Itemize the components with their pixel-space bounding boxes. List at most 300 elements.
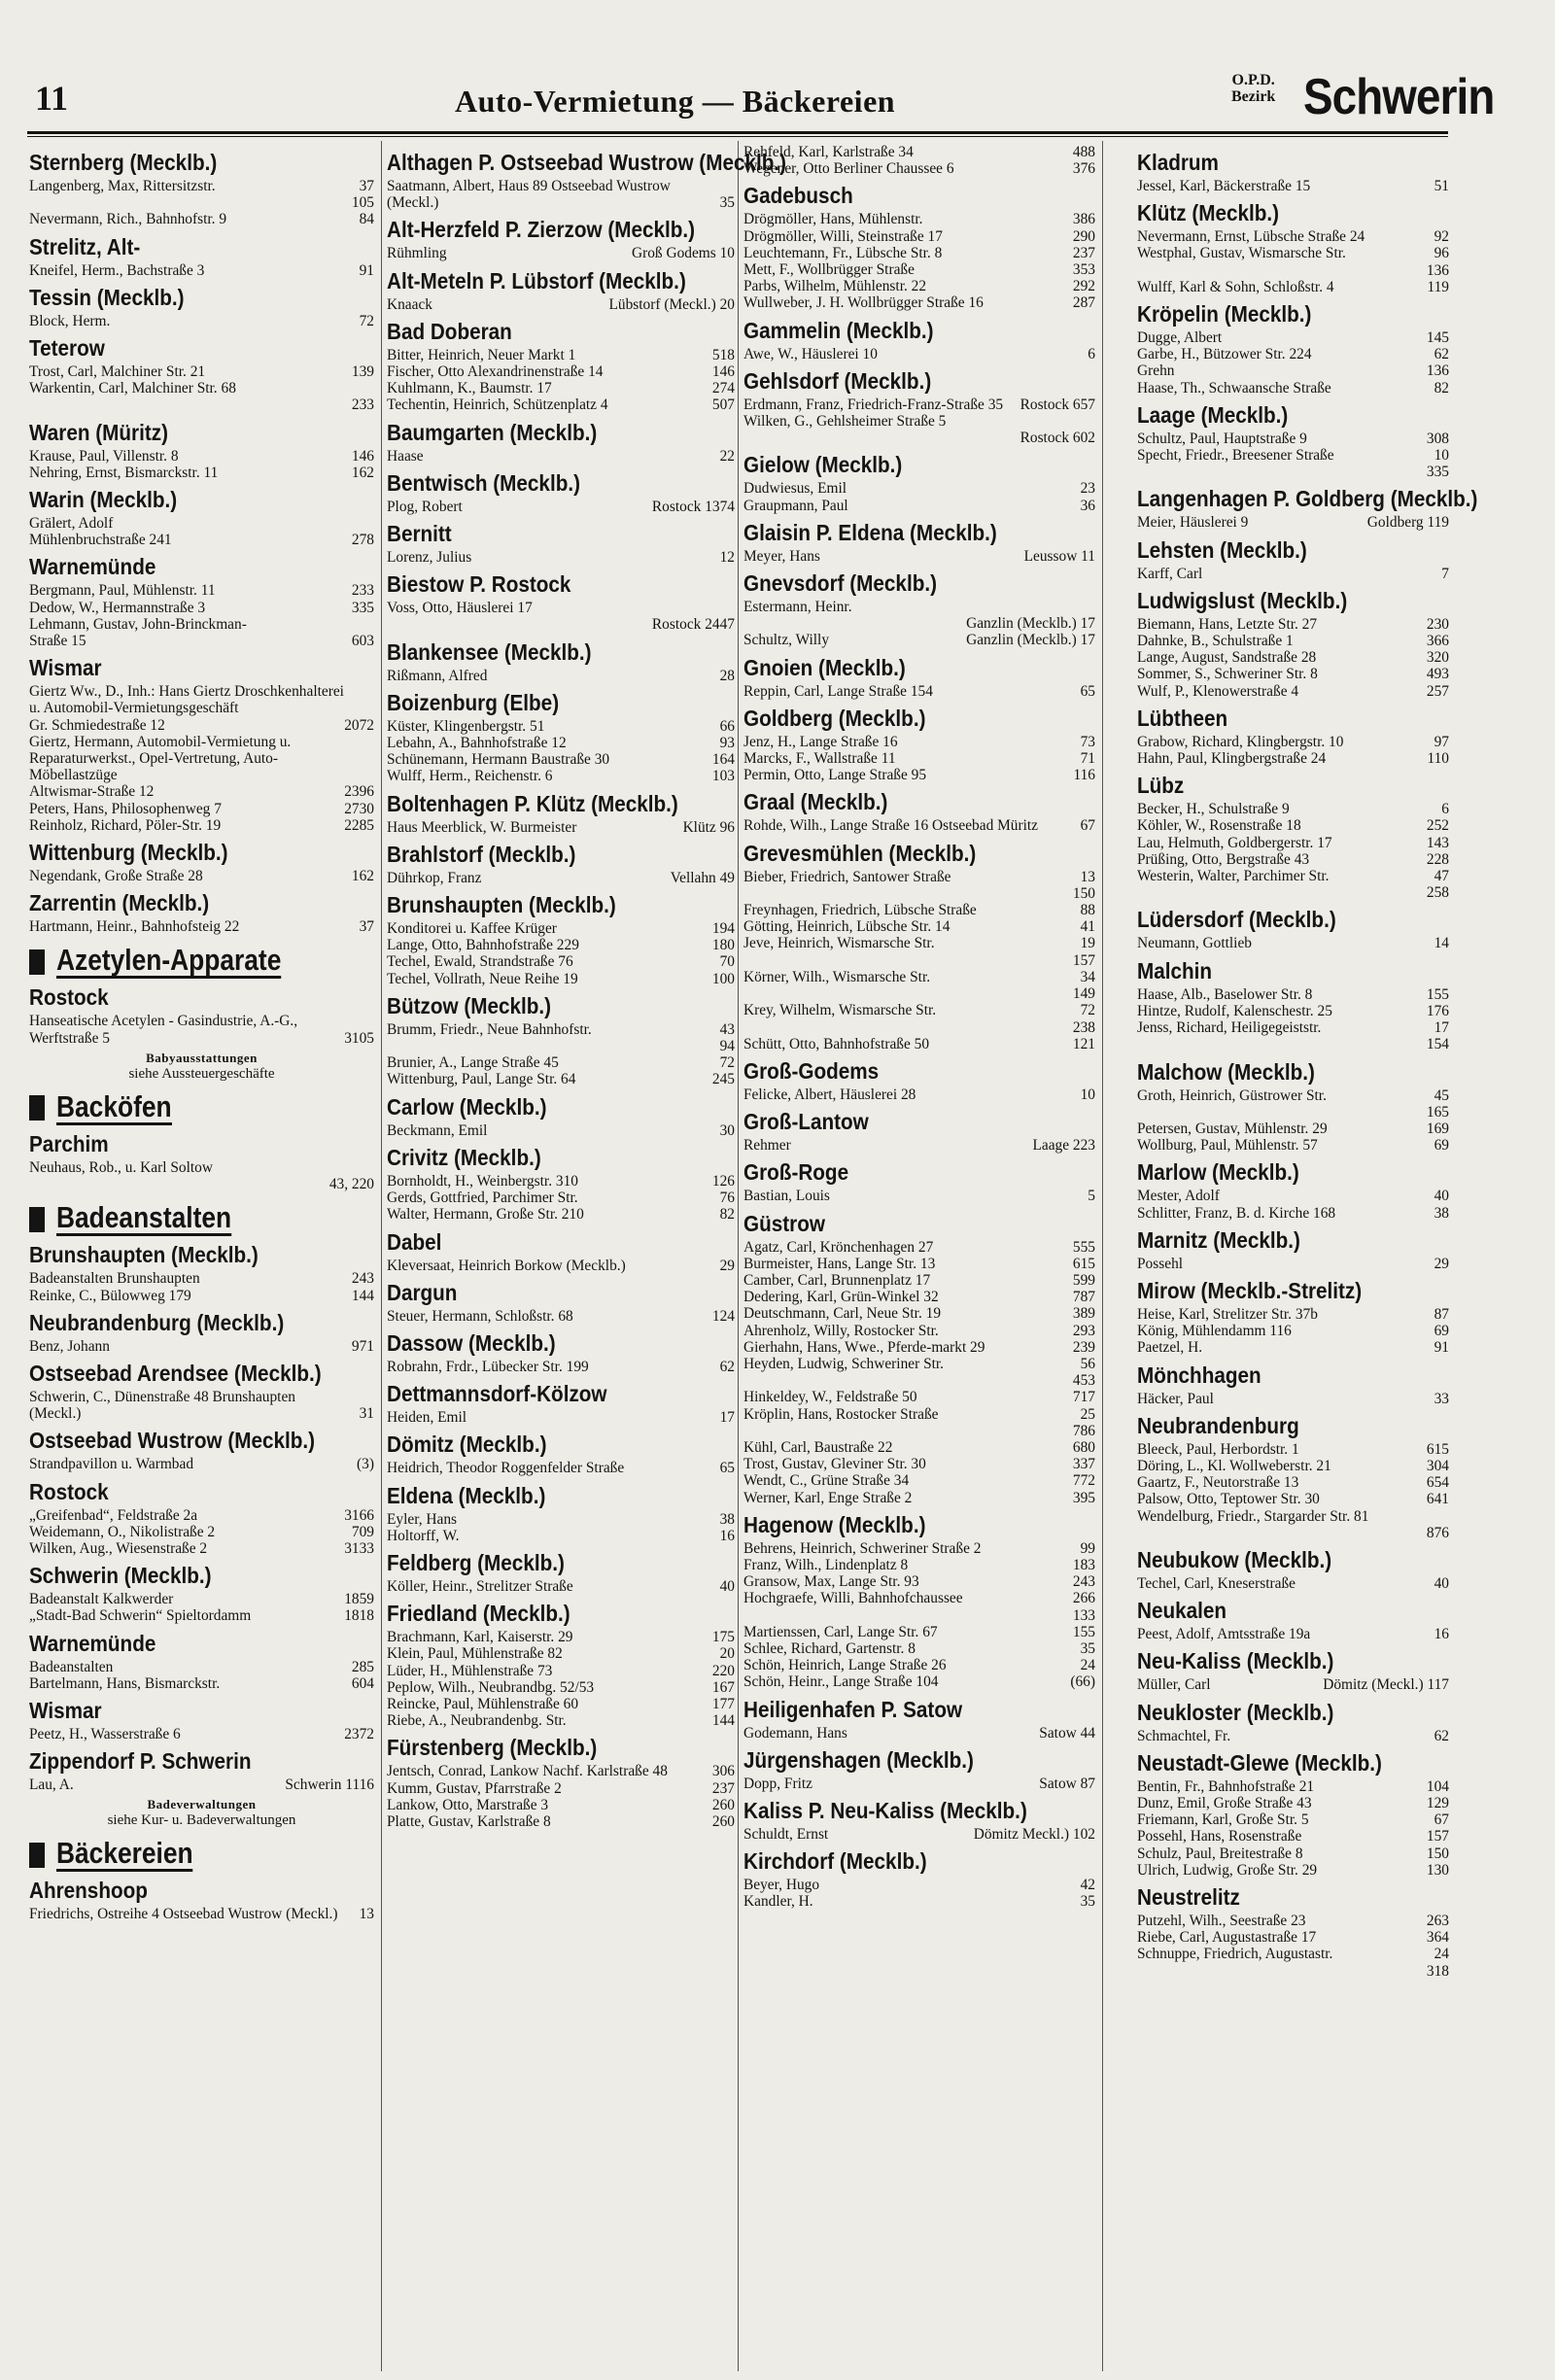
list-item <box>743 1640 1095 1657</box>
entry-name: Wilken, G., Gehlsheimer Straße 5 <box>743 413 947 431</box>
entry-phone: 366 <box>1426 633 1449 650</box>
list-item <box>1137 1441 1449 1458</box>
entry-phone: 293 <box>1072 1322 1095 1339</box>
list-item <box>387 499 735 515</box>
entry-name: Paetzel, H. <box>1137 1339 1203 1357</box>
list-item <box>29 1726 374 1742</box>
section-marker-icon <box>29 1095 45 1121</box>
entry-name: Heise, Karl, Strelitzer Str. 37b <box>1137 1305 1318 1323</box>
section-title: Badeanstalten <box>56 1200 232 1235</box>
list-item <box>1137 346 1449 362</box>
list-item <box>743 228 1095 245</box>
list-item <box>29 1389 374 1422</box>
entry-phone: 116 <box>1073 767 1095 784</box>
list-item <box>743 1776 1095 1792</box>
place-heading: Bernitt <box>387 521 452 547</box>
entry-name: Kleversaat, Heinrich Borkow (Mecklb.) <box>387 1257 626 1274</box>
list-item <box>743 1372 1095 1389</box>
list-item <box>743 952 1095 969</box>
list-item <box>387 549 735 566</box>
entry-phone: 36 <box>1080 497 1095 514</box>
entry-name: Drögmöller, Hans, Mühlenstr. <box>743 211 923 228</box>
list-item <box>387 1813 735 1830</box>
place-heading: Malchin <box>1137 957 1213 983</box>
section-marker-icon <box>29 1207 45 1232</box>
entry-phone: 65 <box>1080 682 1095 700</box>
place-heading: Blankensee (Mecklb.) <box>387 638 592 665</box>
header-rule <box>27 131 1448 134</box>
entry-name: Westphal, Gustav, Wismarsche Str. <box>1137 245 1346 262</box>
entry-name: Jenz, H., Lange Straße 16 <box>743 733 898 750</box>
entry-phone: 67 <box>1434 1811 1449 1829</box>
column-3 <box>743 144 1095 1911</box>
section-title: Bäckereien <box>56 1836 193 1871</box>
entry-phone: 320 <box>1426 649 1449 667</box>
entry-phone: 258 <box>1426 884 1449 902</box>
entry-phone: 67 <box>1080 817 1095 835</box>
list-item <box>743 1540 1095 1557</box>
entry-name: „Stadt-Bad Schwerin“ Spieltordamm <box>29 1607 252 1625</box>
list-item <box>387 296 735 313</box>
place-heading: Parchim <box>29 1130 109 1156</box>
entry-name <box>743 615 747 632</box>
place-heading: Neu-Kaliss (Mecklb.) <box>1137 1648 1334 1674</box>
entry-name: Köhler, W., Rosenstraße 18 <box>1137 817 1301 835</box>
list-item <box>743 1573 1095 1590</box>
list-item <box>1137 817 1449 834</box>
list-item <box>1137 666 1449 682</box>
list-item <box>29 194 374 211</box>
entry-name: Groth, Heinrich, Güstrower Str. <box>1137 1087 1327 1104</box>
place-heading: Feldberg (Mecklb.) <box>387 1549 565 1575</box>
list-item <box>743 885 1095 902</box>
place-heading: Glaisin P. Eldena (Mecklb.) <box>743 519 997 545</box>
list-item <box>29 1659 374 1675</box>
entry-phone: 29 <box>719 1257 735 1274</box>
list-item <box>29 515 374 532</box>
list-item <box>743 211 1095 227</box>
entry-phone: 119 <box>1427 278 1449 295</box>
entry-phone: 103 <box>711 768 735 785</box>
entry-name: Hartmann, Heinr., Bahnhofsteig 22 <box>29 918 240 936</box>
entry-name <box>743 952 747 969</box>
list-item <box>29 1675 374 1692</box>
entry-name: Prüßing, Otto, Bergstraße 43 <box>1137 850 1310 868</box>
entry-name: Beckmann, Emil <box>387 1121 488 1139</box>
entry-name: Mett, F., Wollbrügger Straße <box>743 261 915 279</box>
place-heading: Brunshaupten (Mecklb.) <box>387 892 616 918</box>
entry-name: Walter, Hermann, Große Str. 210 <box>387 1206 584 1224</box>
entry-phone: 2396 <box>344 783 374 801</box>
entry-name: Hanseatische Acetylen - Gasindustrie, A.-G., Werftstraße 5 <box>29 1013 298 1047</box>
entry-phone: 43, 220 <box>328 1176 374 1193</box>
entry-phone: 2072 <box>344 716 374 734</box>
entry-name: Krause, Paul, Villenstr. 8 <box>29 447 179 465</box>
entry-name: Schütt, Otto, Bahnhofstraße 50 <box>743 1035 930 1052</box>
list-item <box>743 1490 1095 1506</box>
entry-phone: 33 <box>1434 1390 1449 1407</box>
entry-phone: 518 <box>711 346 735 363</box>
entry-phone: 35 <box>1080 1639 1095 1657</box>
list-item <box>29 734 374 784</box>
list-item <box>29 783 374 800</box>
entry-phone: 376 <box>1072 160 1095 178</box>
list-item <box>29 363 374 380</box>
entry-name: Lebahn, A., Bahnhofstraße 12 <box>387 735 567 752</box>
list-item <box>29 717 374 734</box>
entry-phone: Dömitz (Meckl.) 117 <box>1323 1676 1449 1694</box>
entry-phone: Dömitz Meckl.) 102 <box>973 1826 1095 1843</box>
list-item <box>743 498 1095 514</box>
entry-phone: 274 <box>711 380 735 397</box>
column-4 <box>1137 144 1478 1980</box>
list-item <box>1137 1778 1449 1795</box>
list-item <box>387 1712 735 1729</box>
list-item <box>1137 1003 1449 1019</box>
list-item <box>743 1590 1095 1606</box>
list-item <box>743 1019 1095 1036</box>
place-heading: Malchow (Mecklb.) <box>1137 1058 1315 1085</box>
place-heading: Ostseebad Arendsee (Mecklb.) <box>29 1360 322 1386</box>
place-heading: Neubrandenburg (Mecklb.) <box>29 1309 285 1335</box>
list-item <box>1137 228 1449 245</box>
cross-reference <box>29 1797 374 1828</box>
entry-name: Ulrich, Ludwig, Große Str. 29 <box>1137 1861 1318 1879</box>
list-item <box>743 1002 1095 1018</box>
entry-name: Heyden, Ludwig, Schweriner Str. <box>743 1355 945 1372</box>
entry-phone: 641 <box>1426 1491 1449 1508</box>
place-heading: Klütz (Mecklb.) <box>1137 200 1280 226</box>
list-item <box>743 1356 1095 1372</box>
list-item <box>1137 835 1449 851</box>
entry-name: Strandpavillon u. Warmbad <box>29 1456 194 1473</box>
entry-name: Peplow, Wilh., Neubrandbg. 52/53 <box>387 1678 595 1696</box>
list-item <box>29 380 374 397</box>
entry-phone: 19 <box>1080 935 1095 952</box>
list-item <box>743 1607 1095 1624</box>
list-item <box>743 1137 1095 1154</box>
entry-name: Lau, A. <box>29 1776 74 1794</box>
list-item <box>743 1323 1095 1339</box>
entry-name: Erdmann, Franz, Friedrich-Franz-Straße 35 <box>743 396 1004 413</box>
entry-name: Camber, Carl, Brunnenplatz 17 <box>743 1271 931 1289</box>
list-item <box>1137 801 1449 817</box>
entry-name: Petersen, Gustav, Mühlenstr. 29 <box>1137 1120 1328 1137</box>
list-item <box>743 1826 1095 1843</box>
entry-phone: 386 <box>1072 211 1095 228</box>
list-item <box>387 870 735 886</box>
entry-name <box>29 194 33 211</box>
entry-phone: 104 <box>1426 1777 1449 1795</box>
entry-phone: 239 <box>1072 1338 1095 1356</box>
entry-name: Sommer, S., Schweriner Str. 8 <box>1137 666 1318 683</box>
list-item <box>743 918 1095 935</box>
list-item <box>1137 1391 1449 1407</box>
entry-name: Dedering, Karl, Grün-Winkel 32 <box>743 1289 939 1306</box>
list-item <box>29 313 374 329</box>
place-heading: Bentwisch (Mecklb.) <box>387 469 580 496</box>
list-item <box>1137 734 1449 750</box>
entry-name: Brunier, A., Lange Straße 45 <box>387 1054 559 1072</box>
entry-name: König, Mühlendamm 116 <box>1137 1323 1292 1340</box>
list-item <box>387 1054 735 1071</box>
place-heading: Gnoien (Mecklb.) <box>743 654 906 680</box>
entry-name: Bartelmann, Hans, Bismarckstr. <box>29 1674 221 1692</box>
entry-phone: 35 <box>719 194 735 212</box>
entry-phone: 308 <box>1426 430 1449 447</box>
entry-name <box>743 1607 747 1624</box>
entry-phone: 29 <box>1434 1255 1449 1272</box>
place-heading: Sternberg (Mecklb.) <box>29 150 218 175</box>
entry-phone: 237 <box>1072 244 1095 261</box>
list-item <box>29 1159 374 1176</box>
entry-phone: 10 <box>1434 447 1449 465</box>
entry-phone: 6 <box>1441 801 1449 818</box>
entry-name: Burmeister, Hans, Lange Str. 13 <box>743 1255 936 1272</box>
list-item <box>29 262 374 279</box>
list-item <box>743 548 1095 565</box>
entry-phone: 364 <box>1426 1929 1449 1947</box>
section-heading <box>29 1838 374 1872</box>
entry-name: Voss, Otto, Häuslerei 17 <box>387 600 533 617</box>
opd-label <box>1231 72 1275 105</box>
list-item <box>1137 1256 1449 1272</box>
list-item <box>743 969 1095 985</box>
list-item <box>1137 1104 1449 1121</box>
entry-phone: 144 <box>711 1712 735 1730</box>
entry-name: Techel, Vollrath, Neue Reihe 19 <box>387 970 578 987</box>
entry-name: Eyler, Hans <box>387 1510 458 1528</box>
list-item <box>1137 1137 1449 1154</box>
entry-phone: 16 <box>1434 1626 1449 1643</box>
list-item <box>743 1087 1095 1103</box>
list-item <box>1137 1205 1449 1222</box>
list-item <box>1137 1913 1449 1929</box>
place-heading: Dassow (Mecklb.) <box>387 1329 556 1356</box>
place-heading: Grevesmühlen (Mecklb.) <box>743 840 977 866</box>
entry-phone: 237 <box>711 1779 735 1797</box>
entry-name: Kneifel, Herm., Bachstraße 3 <box>29 261 205 279</box>
list-item <box>743 902 1095 918</box>
entry-phone: 62 <box>719 1358 735 1375</box>
entry-phone: 133 <box>1072 1606 1095 1624</box>
entry-phone: 176 <box>1426 1002 1449 1019</box>
list-item <box>743 1439 1095 1456</box>
entry-phone: Satow 87 <box>1039 1775 1095 1792</box>
section-marker-icon <box>29 949 45 975</box>
entry-phone: 304 <box>1426 1457 1449 1474</box>
list-item <box>743 261 1095 278</box>
entry-name: Jeve, Heinrich, Wismarsche Str. <box>743 935 935 952</box>
list-item <box>743 1256 1095 1272</box>
entry-name: Schön, Heinrich, Lange Straße 26 <box>743 1657 947 1674</box>
entry-phone: 91 <box>1434 1339 1449 1357</box>
place-heading: Marlow (Mecklb.) <box>1137 1159 1299 1186</box>
place-heading: Kirchdorf (Mecklb.) <box>743 1848 927 1875</box>
entry-phone: 31 <box>359 1405 374 1423</box>
entry-name <box>743 1423 747 1439</box>
list-item <box>743 632 1095 648</box>
entry-phone: 45 <box>1434 1087 1449 1104</box>
entry-name: Schlitter, Franz, B. d. Kirche 168 <box>1137 1204 1336 1222</box>
entry-phone: 615 <box>1426 1440 1449 1458</box>
entry-phone: 92 <box>1434 228 1449 246</box>
place-heading: Neubukow (Mecklb.) <box>1137 1546 1332 1572</box>
entry-name: Grabow, Richard, Klingbergstr. 10 <box>1137 733 1344 750</box>
entry-phone: 654 <box>1426 1474 1449 1492</box>
list-item <box>1137 514 1449 531</box>
place-heading: Rostock <box>29 984 109 1011</box>
cross-reference <box>29 1051 374 1082</box>
list-item <box>743 1877 1095 1893</box>
entry-name: Lange, August, Sandstraße 28 <box>1137 649 1317 667</box>
entry-phone: 40 <box>719 1577 735 1595</box>
entry-phone: 72 <box>719 1054 735 1072</box>
list-item <box>743 1624 1095 1640</box>
list-item <box>387 668 735 684</box>
entry-phone: 507 <box>711 397 735 414</box>
opd-line1: O.P.D. <box>1231 72 1275 88</box>
entry-name: Schmachtel, Fr. <box>1137 1727 1231 1744</box>
entry-name: Haase, Alb., Baselower Str. 8 <box>1137 985 1313 1003</box>
entry-phone: 40 <box>1434 1188 1449 1205</box>
entry-name: Mester, Adolf <box>1137 1188 1220 1205</box>
entry-phone: 180 <box>711 937 735 954</box>
list-item <box>743 1456 1095 1472</box>
list-item <box>1137 1188 1449 1204</box>
entry-phone: 124 <box>711 1307 735 1325</box>
entry-name: Körner, Wilh., Wismarsche Str. <box>743 968 931 985</box>
entry-name: Schwerin, C., Dünenstraße 48 Brunshaupten (Meckl.) <box>29 1388 295 1423</box>
entry-phone: 17 <box>719 1409 735 1427</box>
entry-name: Bieber, Friedrich, Santower Straße <box>743 868 951 885</box>
entry-phone: (3) <box>357 1456 374 1473</box>
list-item <box>743 1472 1095 1489</box>
place-heading: Warin (Mecklb.) <box>29 487 178 513</box>
entry-name: Kuhlmann, K., Baumstr. 17 <box>387 380 552 397</box>
list-item <box>29 448 374 465</box>
place-heading: Fürstenberg (Mecklb.) <box>387 1735 598 1761</box>
entry-name: Rühmling <box>387 245 447 262</box>
entry-phone: 93 <box>719 735 735 752</box>
entry-name: Lüder, H., Mühlenstraße 73 <box>387 1662 553 1679</box>
list-item <box>387 1663 735 1679</box>
entry-phone: 230 <box>1426 615 1449 633</box>
entry-phone: 70 <box>719 953 735 971</box>
entry-name: Deutschmann, Carl, Neue Str. 19 <box>743 1305 942 1323</box>
list-item <box>29 1507 374 1524</box>
place-heading: Mönchhagen <box>1137 1362 1261 1388</box>
list-item <box>1137 1811 1449 1828</box>
place-heading: Wittenburg (Mecklb.) <box>29 840 228 866</box>
entry-phone: 772 <box>1072 1472 1095 1490</box>
entry-phone: 146 <box>351 447 374 465</box>
list-item <box>387 1071 735 1087</box>
place-heading: Wismar <box>29 1697 102 1723</box>
list-item <box>743 935 1095 951</box>
entry-name: Heidrich, Theodor Roggenfelder Straße <box>387 1460 625 1477</box>
place-heading: Alt-Herzfeld P. Zierzow (Mecklb.) <box>387 217 696 243</box>
place-heading: Marnitz (Mecklb.) <box>1137 1226 1300 1253</box>
list-item <box>743 1289 1095 1305</box>
entry-name: Possehl <box>1137 1255 1184 1272</box>
entry-name: Schlee, Richard, Gartenstr. 8 <box>743 1639 916 1657</box>
place-heading: Güstrow <box>743 1210 825 1236</box>
entry-name: Rehfeld, Karl, Karlstraße 34 <box>743 144 914 160</box>
list-item <box>387 1528 735 1544</box>
entry-name: Fischer, Otto Alexandrinenstraße 14 <box>387 363 604 381</box>
list-item <box>1137 1306 1449 1323</box>
place-heading: Boizenburg (Elbe) <box>387 689 560 715</box>
list-item <box>29 1607 374 1624</box>
list-item <box>29 918 374 935</box>
place-heading: Dömitz (Mecklb.) <box>387 1431 547 1458</box>
entry-name: Schultz, Paul, Hauptstraße 9 <box>1137 430 1307 447</box>
section-title: Backöfen <box>56 1088 172 1123</box>
list-item <box>387 1206 735 1223</box>
entry-phone: 2372 <box>344 1725 374 1742</box>
entry-phone: 228 <box>1426 850 1449 868</box>
entry-phone: 238 <box>1072 1018 1095 1036</box>
list-item <box>387 768 735 784</box>
entry-phone: 23 <box>1080 480 1095 498</box>
list-item <box>743 750 1095 767</box>
entry-phone: 22 <box>719 447 735 465</box>
list-item <box>387 397 735 413</box>
entry-phone: 243 <box>1072 1573 1095 1591</box>
entry-phone: 709 <box>351 1523 374 1540</box>
entry-name: Dopp, Fritz <box>743 1775 812 1792</box>
entry-name: Peetz, H., Wasserstraße 6 <box>29 1725 181 1742</box>
entry-phone: 69 <box>1434 1323 1449 1340</box>
entry-name: Bitter, Heinrich, Neuer Markt 1 <box>387 346 576 363</box>
place-heading: Kröpelin (Mecklb.) <box>1137 301 1312 328</box>
entry-phone: 28 <box>719 667 735 684</box>
entry-phone: 278 <box>351 532 374 549</box>
entry-phone: 194 <box>711 920 735 938</box>
section-heading <box>29 945 374 979</box>
list-item <box>387 1409 735 1426</box>
entry-name: Haase, Th., Schwaansche Straße <box>1137 379 1331 397</box>
list-item <box>1137 380 1449 397</box>
entry-phone: 165 <box>1426 1103 1449 1121</box>
entry-phone: 94 <box>719 1038 735 1055</box>
entry-phone: 72 <box>359 312 374 329</box>
entry-name: Schuldt, Ernst <box>743 1826 829 1843</box>
place-heading: Langenhagen P. Goldberg (Mecklb.) <box>1137 486 1478 512</box>
place-heading: Warnemünde <box>29 1630 156 1656</box>
entry-phone: 335 <box>351 599 374 616</box>
entry-name: Kröplin, Hans, Rostocker Straße <box>743 1405 939 1423</box>
entry-name: Reinholz, Richard, Pöler-Str. 19 <box>29 816 222 834</box>
entry-phone: 82 <box>719 1206 735 1224</box>
list-item <box>743 683 1095 700</box>
entry-name: Weidemann, O., Nikolistraße 2 <box>29 1523 216 1540</box>
place-heading: Dabel <box>387 1228 442 1255</box>
list-item <box>387 1645 735 1662</box>
entry-phone: 177 <box>711 1695 735 1712</box>
list-item <box>1137 431 1449 447</box>
entry-name: Küster, Klingenbergstr. 51 <box>387 717 545 735</box>
entry-name <box>29 397 33 413</box>
list-item <box>29 801 374 817</box>
place-heading: Friedland (Mecklb.) <box>387 1601 570 1627</box>
entry-phone: Ganzlin (Mecklb.) 17 <box>966 615 1095 633</box>
entry-name: Nevermann, Rich., Bahnhofstr. 9 <box>29 211 227 228</box>
list-item <box>387 1122 735 1139</box>
entry-name: Karff, Carl <box>1137 565 1203 582</box>
entry-phone: 17 <box>1434 1019 1449 1037</box>
